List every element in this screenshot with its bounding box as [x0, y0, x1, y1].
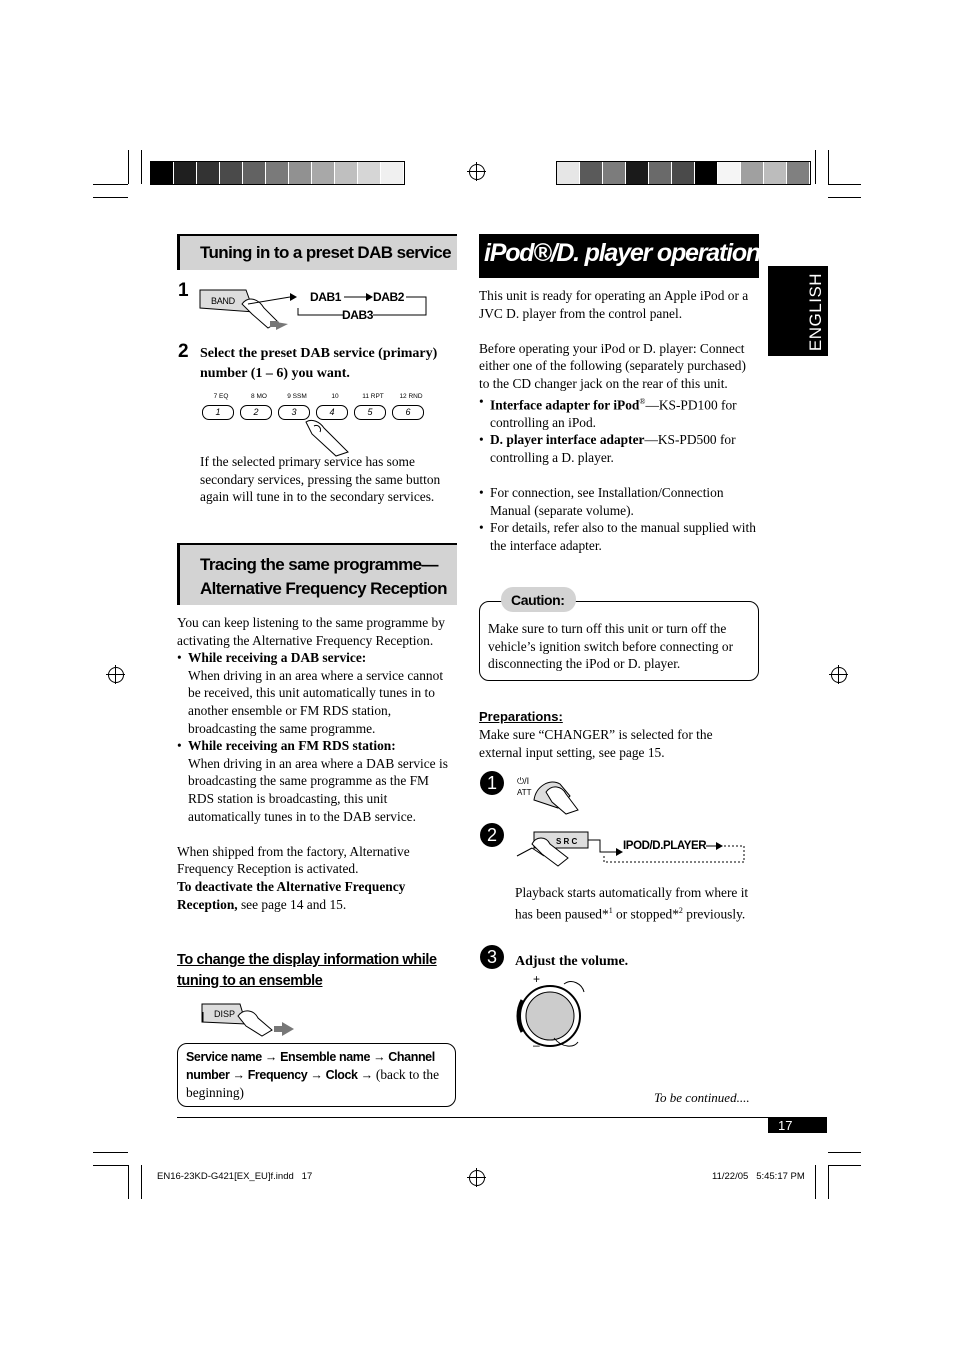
adapter-desc: —KS-PD500 for controlling a D. player. [490, 432, 736, 465]
registration-mark-icon [469, 1170, 485, 1186]
color-swatch [557, 162, 580, 184]
list-item [188, 737, 454, 825]
section-title: Alternative Frequency Reception [200, 579, 447, 598]
registered-mark: ® [639, 396, 646, 406]
arrow-right-icon: → [261, 1050, 281, 1064]
footer-timestamp: 11/22/05 5:45:17 PM [712, 1171, 805, 1182]
crop-mark [93, 1152, 128, 1153]
bullet-heading: While receiving a DAB service: [188, 650, 367, 666]
color-swatch [266, 162, 289, 184]
secondary-service-note: If the selected primary service has some secondary services, pressing the same button again will tune in to the secondary services. [200, 454, 441, 505]
display-mode-item: Frequency [247, 1068, 308, 1082]
crop-mark [828, 1152, 861, 1153]
intro-text: This unit is ready for operating an Apple iPod or a JVC D. player from the control panel. [479, 288, 749, 321]
att-label: ATT [517, 788, 532, 797]
arrow-right-icon: → [229, 1068, 248, 1082]
registration-mark-icon [469, 164, 485, 180]
color-swatch [672, 162, 695, 184]
color-swatch [220, 162, 243, 184]
playback-text: or stopped* [612, 906, 679, 922]
footer-file-name: EN16-23KD-G421[EX_EU]f.indd 17 [157, 1171, 313, 1182]
step-number-circle: 1 [480, 771, 504, 795]
adapter-desc: —KS-PD100 for controlling an iPod. [490, 397, 737, 430]
crop-mark [141, 1165, 142, 1199]
preset-key-sublabel: 12 RND [399, 393, 423, 400]
crop-mark [828, 1165, 861, 1166]
crop-mark [828, 184, 861, 185]
step2-instruction: Select the preset DAB service (primary) number (1 – 6) you want. [200, 346, 438, 381]
language-tab-label: ENGLISH [806, 272, 825, 352]
color-swatch [197, 162, 220, 184]
deactivate-note [177, 878, 454, 913]
color-bar-left [150, 161, 405, 185]
caution-text: Make sure to turn off this unit or turn off the vehicle’s ignition switch before connecting or disconnecting the iPod or D. player. [488, 621, 734, 672]
step-number-circle: 2 [480, 823, 504, 847]
section-title: Tracing the same programme— [200, 555, 438, 574]
heading-line: To change the display information while [177, 952, 437, 968]
crop-mark [141, 150, 142, 184]
footnote-ref: 1 [608, 905, 613, 915]
color-swatch [741, 162, 764, 184]
color-swatch [289, 162, 312, 184]
disp-button-diagram [198, 1000, 298, 1042]
bullet-text: When driving in an area where a DAB service is broadcasting the same programme as the FM RDS station is broadcasting, this unit automatically tunes in to the DAB service. [188, 755, 448, 824]
display-info-heading [177, 950, 437, 992]
playback-text: previously. [682, 906, 746, 922]
preset-key-3[interactable]: 3 [278, 405, 310, 420]
display-cycle-tail: (back to the beginning) [186, 1067, 440, 1100]
crop-mark [815, 1165, 816, 1199]
bullet-heading: While receiving an FM RDS station: [188, 738, 396, 754]
list-item [490, 431, 757, 466]
disp-label: DISP [214, 1009, 236, 1019]
crop-mark [128, 1165, 129, 1199]
color-swatch [174, 162, 197, 184]
color-swatch [718, 162, 741, 184]
af-intro: You can keep listening to the same programme by activating the Alternative Frequency Reception. [177, 615, 445, 648]
preset-key-sublabel: 11 RPT [362, 393, 384, 400]
list-item: • For details, refer also to the manual supplied with the interface adapter. [490, 519, 757, 554]
step-number: 1 [178, 280, 189, 301]
color-swatch [695, 162, 718, 184]
page-number: 17 [778, 1118, 793, 1133]
crop-mark [815, 150, 816, 184]
preset-key-5[interactable]: 5 [354, 405, 386, 420]
preset-key-sublabel: 9 SSM [287, 393, 307, 400]
crop-mark [828, 197, 861, 198]
color-swatch [358, 162, 381, 184]
color-swatch [626, 162, 649, 184]
page-title: iPod®/D. player operations [484, 239, 773, 267]
dab1-label: DAB1 [310, 290, 342, 304]
list-item [188, 649, 454, 737]
preset-key-sublabel: 8 MO [251, 393, 267, 400]
preset-key-6[interactable]: 6 [392, 405, 424, 420]
dab2-label: DAB2 [373, 290, 405, 304]
page-number-box [768, 1118, 827, 1133]
intro-text: Before operating your iPod or D. player: Connect either one of the following (separately purchased) to the CD changer jack on the rear of this unit. [479, 340, 746, 391]
section-header-preset-dab [177, 234, 457, 270]
crop-mark [93, 1165, 128, 1166]
caution-label-text: Caution: [511, 592, 565, 608]
color-swatch [787, 162, 810, 184]
crop-mark [93, 197, 128, 198]
color-swatch [335, 162, 358, 184]
factory-default-note: When shipped from the factory, Alternative Frequency Reception is activated. [177, 843, 410, 877]
preset-key-1[interactable]: 1 [202, 405, 234, 420]
section-title: Tuning in to a preset DAB service [200, 243, 451, 262]
heading-line: tuning to an ensemble [177, 973, 323, 989]
footnote-ref: 2 [678, 905, 683, 915]
volume-minus-label: – [533, 1038, 540, 1052]
section-header-af-reception [177, 543, 457, 605]
preset-key-sublabel: 10 [331, 393, 339, 400]
display-cycle-text [186, 1048, 448, 1102]
preparations-text: Make sure “CHANGER” is selected for the external input setting, see page 15. [479, 727, 713, 760]
color-swatch [764, 162, 787, 184]
step-number-circle: 3 [480, 945, 504, 969]
language-tab [768, 266, 828, 356]
caution-label [501, 587, 576, 612]
display-mode-item: Service name [186, 1050, 262, 1064]
list-item [490, 393, 757, 432]
preset-key-sublabel: 7 EQ [213, 393, 229, 400]
color-swatch [580, 162, 603, 184]
dab3-label: DAB3 [342, 308, 374, 322]
color-bar-right [556, 161, 811, 185]
ipod-source-label: IPOD/D.PLAYER [623, 840, 707, 852]
adapter-name: D. player interface adapter [490, 432, 645, 448]
arrow-right-icon: → [370, 1050, 389, 1064]
crop-mark [828, 1165, 829, 1199]
ipod-intro [479, 287, 757, 554]
crop-mark [93, 184, 128, 185]
color-swatch [243, 162, 266, 184]
display-cycle-box [177, 1043, 456, 1107]
page-title-bar [479, 234, 773, 278]
adapter-name: Interface adapter for iPod [490, 397, 640, 413]
volume-knob-icon [512, 978, 596, 1054]
display-mode-item: Channel number [186, 1050, 435, 1082]
color-swatch [151, 162, 174, 184]
power-icon: ⏻/I [517, 776, 530, 786]
preparations-label: Preparations: [479, 709, 563, 724]
footer-rule [177, 1117, 827, 1118]
color-swatch [312, 162, 335, 184]
color-swatch [603, 162, 626, 184]
preset-key-4[interactable]: 4 [316, 405, 348, 420]
deactivate-rest: see page 14 and 15. [237, 896, 347, 912]
display-mode-item: Ensemble name [280, 1050, 371, 1064]
step3-instruction: Adjust the volume. [515, 954, 629, 969]
arrow-right-icon: → [357, 1068, 376, 1082]
color-swatch [649, 162, 672, 184]
registration-mark-icon [831, 667, 847, 683]
src-label: S R C [556, 837, 578, 846]
color-swatch [381, 162, 404, 184]
registration-mark-icon [108, 667, 124, 683]
playback-text: Playback starts automatically from where it has been paused* [515, 885, 749, 922]
deactivate-bold: To deactivate the Alternative Frequency Reception, [177, 878, 406, 912]
list-item: • For connection, see Installation/Connection Manual (separate volume). [490, 484, 757, 519]
display-mode-item: Clock [325, 1068, 358, 1082]
preset-key-sublabels [202, 393, 432, 400]
preset-key-2[interactable]: 2 [240, 405, 272, 420]
playback-note [515, 884, 755, 923]
finger-press-icon [300, 418, 360, 458]
bullet-text: When driving in an area where a service cannot be received, this unit automatically tunes in to another ensemble or FM RDS station, broadcasting the same programme. [188, 667, 444, 736]
to-be-continued: To be continued.... [654, 1090, 750, 1105]
crop-mark [128, 150, 129, 184]
af-content [177, 614, 454, 913]
arrow-right-icon: → [307, 1068, 326, 1082]
crop-mark [828, 150, 829, 184]
volume-plus-label: + [533, 972, 541, 986]
step-number: 2 [178, 341, 189, 362]
band-label: BAND [211, 296, 235, 306]
